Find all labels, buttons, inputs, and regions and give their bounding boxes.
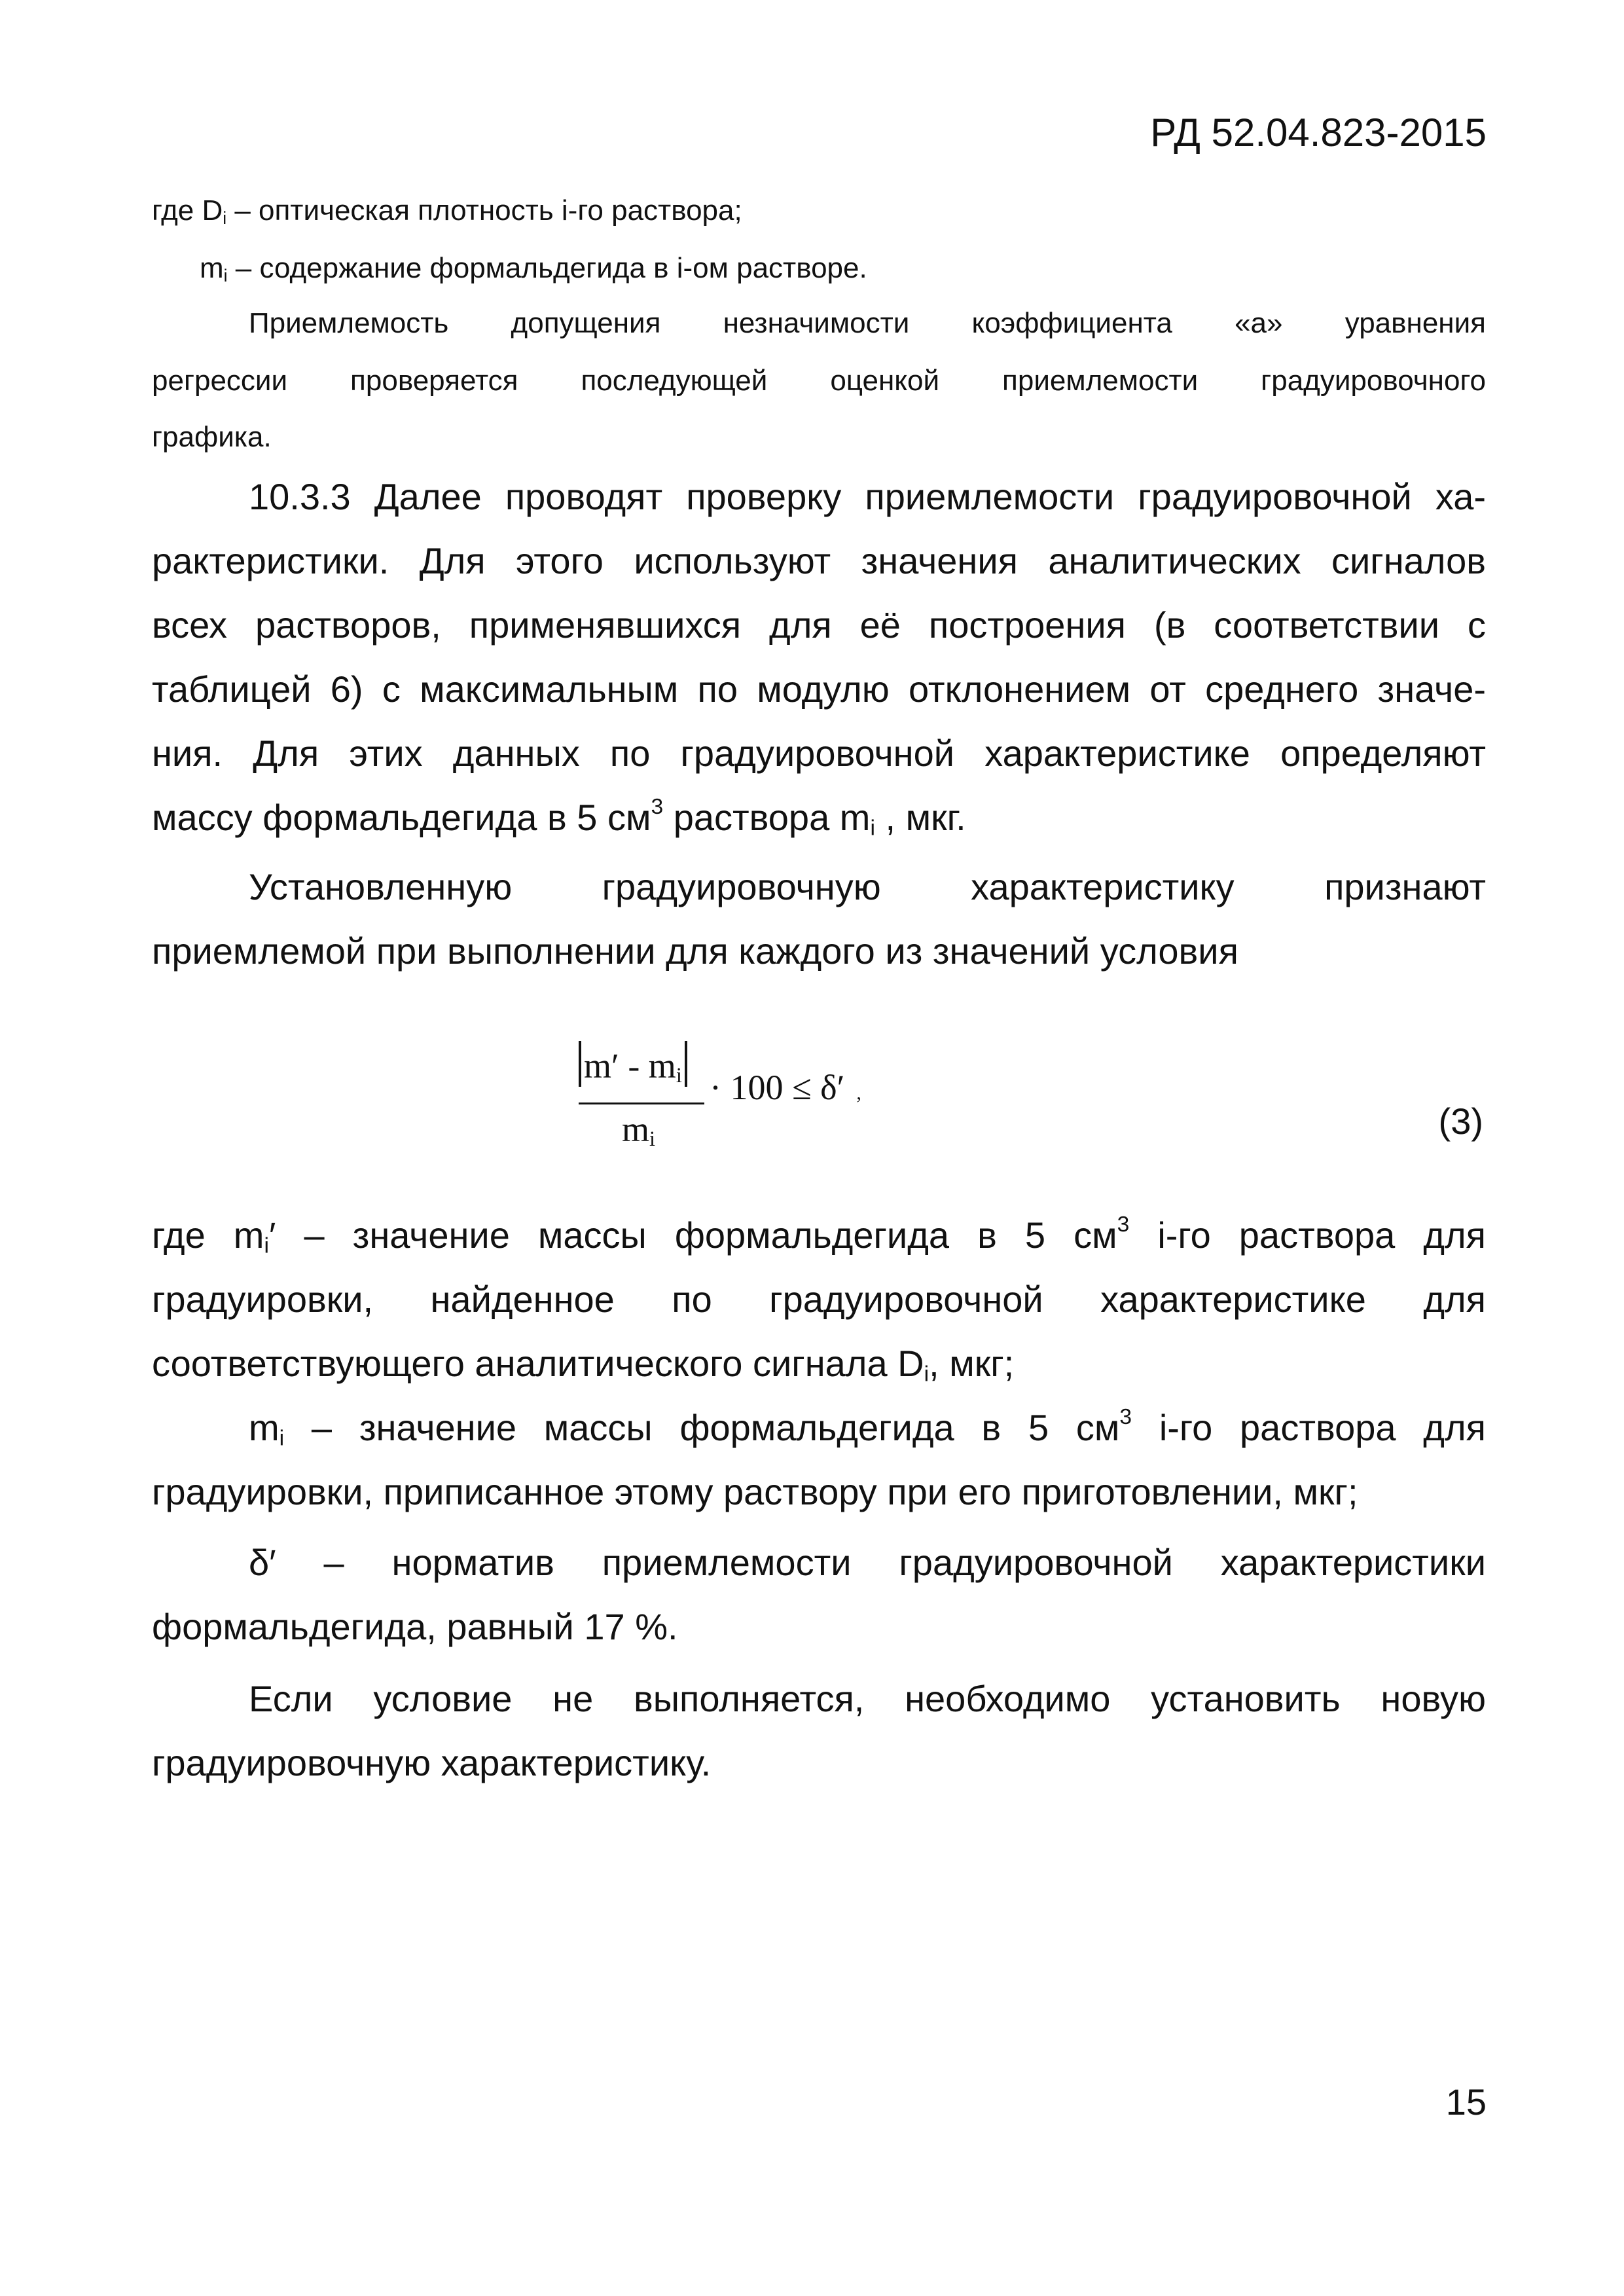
formula-denominator-subscript: i bbox=[649, 1127, 656, 1152]
formula-3 bbox=[569, 1041, 936, 1172]
mi-symbol: m bbox=[249, 1407, 280, 1448]
line-6-subscript: i bbox=[870, 816, 875, 841]
definition-mi-line-1 bbox=[249, 1405, 1486, 1461]
established-line-1: Установленную градуировочную характеристику признают bbox=[249, 866, 1486, 907]
definition-d-text: – оптическая плотность i-го раствора; bbox=[226, 194, 742, 227]
mprime-text-a: ′ – значение массы формальдегида в 5 см bbox=[268, 1214, 1117, 1256]
definition-m-subscript: i bbox=[223, 265, 228, 285]
mi-superscript: 3 bbox=[1119, 1404, 1132, 1429]
section-10-3-3-line-2: рактеристики. Для этого используют значения аналитических сигналов bbox=[152, 540, 1486, 581]
definition-m-text: – содержание формальдегида в i-ом растворе. bbox=[227, 252, 867, 284]
abs-bar-right bbox=[685, 1041, 687, 1087]
line-6-text-a: массу формальдегида в 5 см bbox=[152, 797, 651, 838]
mprime-superscript: 3 bbox=[1117, 1212, 1130, 1237]
mprime-subscript: i bbox=[264, 1233, 269, 1258]
abs-bar-left bbox=[579, 1041, 581, 1087]
formula-numerator-subscript: i bbox=[676, 1064, 682, 1088]
mprime-text-b: i-го раствора для bbox=[1129, 1214, 1487, 1256]
section-10-3-3-line-1: 10.3.3 Далее проводят проверку приемлемости градуировочной ха- bbox=[249, 476, 1486, 517]
definition-m-symbol: m bbox=[200, 252, 224, 284]
definition-mprime-line-3 bbox=[152, 1341, 1014, 1397]
formula-denominator-text: m bbox=[622, 1110, 650, 1149]
acceptance-line-3: графика. bbox=[152, 421, 272, 453]
section-10-3-3-line-4: таблицей 6) с максимальным по модулю отклонением от среднего значе- bbox=[152, 668, 1486, 710]
definition-m bbox=[200, 250, 867, 294]
mprime-line-3-text-a: соответствующего аналитического сигнала D bbox=[152, 1343, 924, 1384]
formula-numerator bbox=[576, 1041, 700, 1088]
definition-mi-line-2: градуировки, приписанное этому раствору при его приготовлении, мкг; bbox=[152, 1471, 1358, 1512]
final-line-1: Если условие не выполняется, необходимо установить новую bbox=[249, 1678, 1486, 1719]
established-line-2: приемлемой при выполнении для каждого из значений условия bbox=[152, 930, 1238, 972]
acceptance-line-1: Приемлемость допущения незначимости коэффициента «a» уравнения bbox=[249, 307, 1486, 339]
mprime-symbol: где m bbox=[152, 1214, 264, 1256]
line-6-superscript: 3 bbox=[651, 794, 664, 819]
formula-comma: , bbox=[856, 1082, 861, 1104]
section-10-3-3-line-5: ния. Для этих данных по градуировочной характеристике определяют bbox=[152, 733, 1486, 774]
definition-d-subscript: i bbox=[223, 208, 227, 228]
definition-d-symbol: где D bbox=[152, 194, 223, 227]
section-10-3-3-line-6 bbox=[152, 795, 966, 851]
acceptance-line-2: регрессии проверяется последующей оценкой приемлемости градуировочного bbox=[152, 365, 1486, 397]
page-number: 15 bbox=[1445, 2081, 1487, 2123]
formula-rest-text: · 100 ≤ δ′ bbox=[710, 1068, 845, 1107]
document-code: РД 52.04.823-2015 bbox=[1150, 111, 1487, 155]
definition-d bbox=[152, 192, 742, 236]
definition-delta-line-1: δ′ – норматив приемлемости градуировочной характеристики bbox=[249, 1542, 1486, 1583]
definition-delta-line-2: формальдегида, равный 17 %. bbox=[152, 1606, 678, 1647]
fraction-bar bbox=[579, 1102, 704, 1104]
definition-mprime-line-2: градуировки, найденное по градуировочной характеристике для bbox=[152, 1279, 1486, 1320]
formula-denominator bbox=[622, 1109, 655, 1152]
mprime-line-3-subscript: i bbox=[924, 1362, 929, 1387]
equation-number: (3) bbox=[1438, 1101, 1483, 1142]
mi-text-b: i-го раствора для bbox=[1132, 1407, 1486, 1448]
line-6-text-c: , мкг. bbox=[875, 797, 966, 838]
line-6-text-b: раствора m bbox=[663, 797, 871, 838]
mi-text-a: – значение массы формальдегида в 5 см bbox=[284, 1407, 1120, 1448]
formula-numerator-text: m′ - m bbox=[584, 1046, 676, 1085]
section-10-3-3-line-3: всех растворов, применявшихся для её построения (в соответствии с bbox=[152, 604, 1486, 646]
formula-rest bbox=[710, 1067, 861, 1108]
definition-mprime-line-1 bbox=[152, 1212, 1486, 1269]
mi-subscript: i bbox=[279, 1426, 285, 1451]
final-line-2: градуировочную характеристику. bbox=[152, 1742, 712, 1783]
mprime-line-3-text-b: , мкг; bbox=[929, 1343, 1015, 1384]
